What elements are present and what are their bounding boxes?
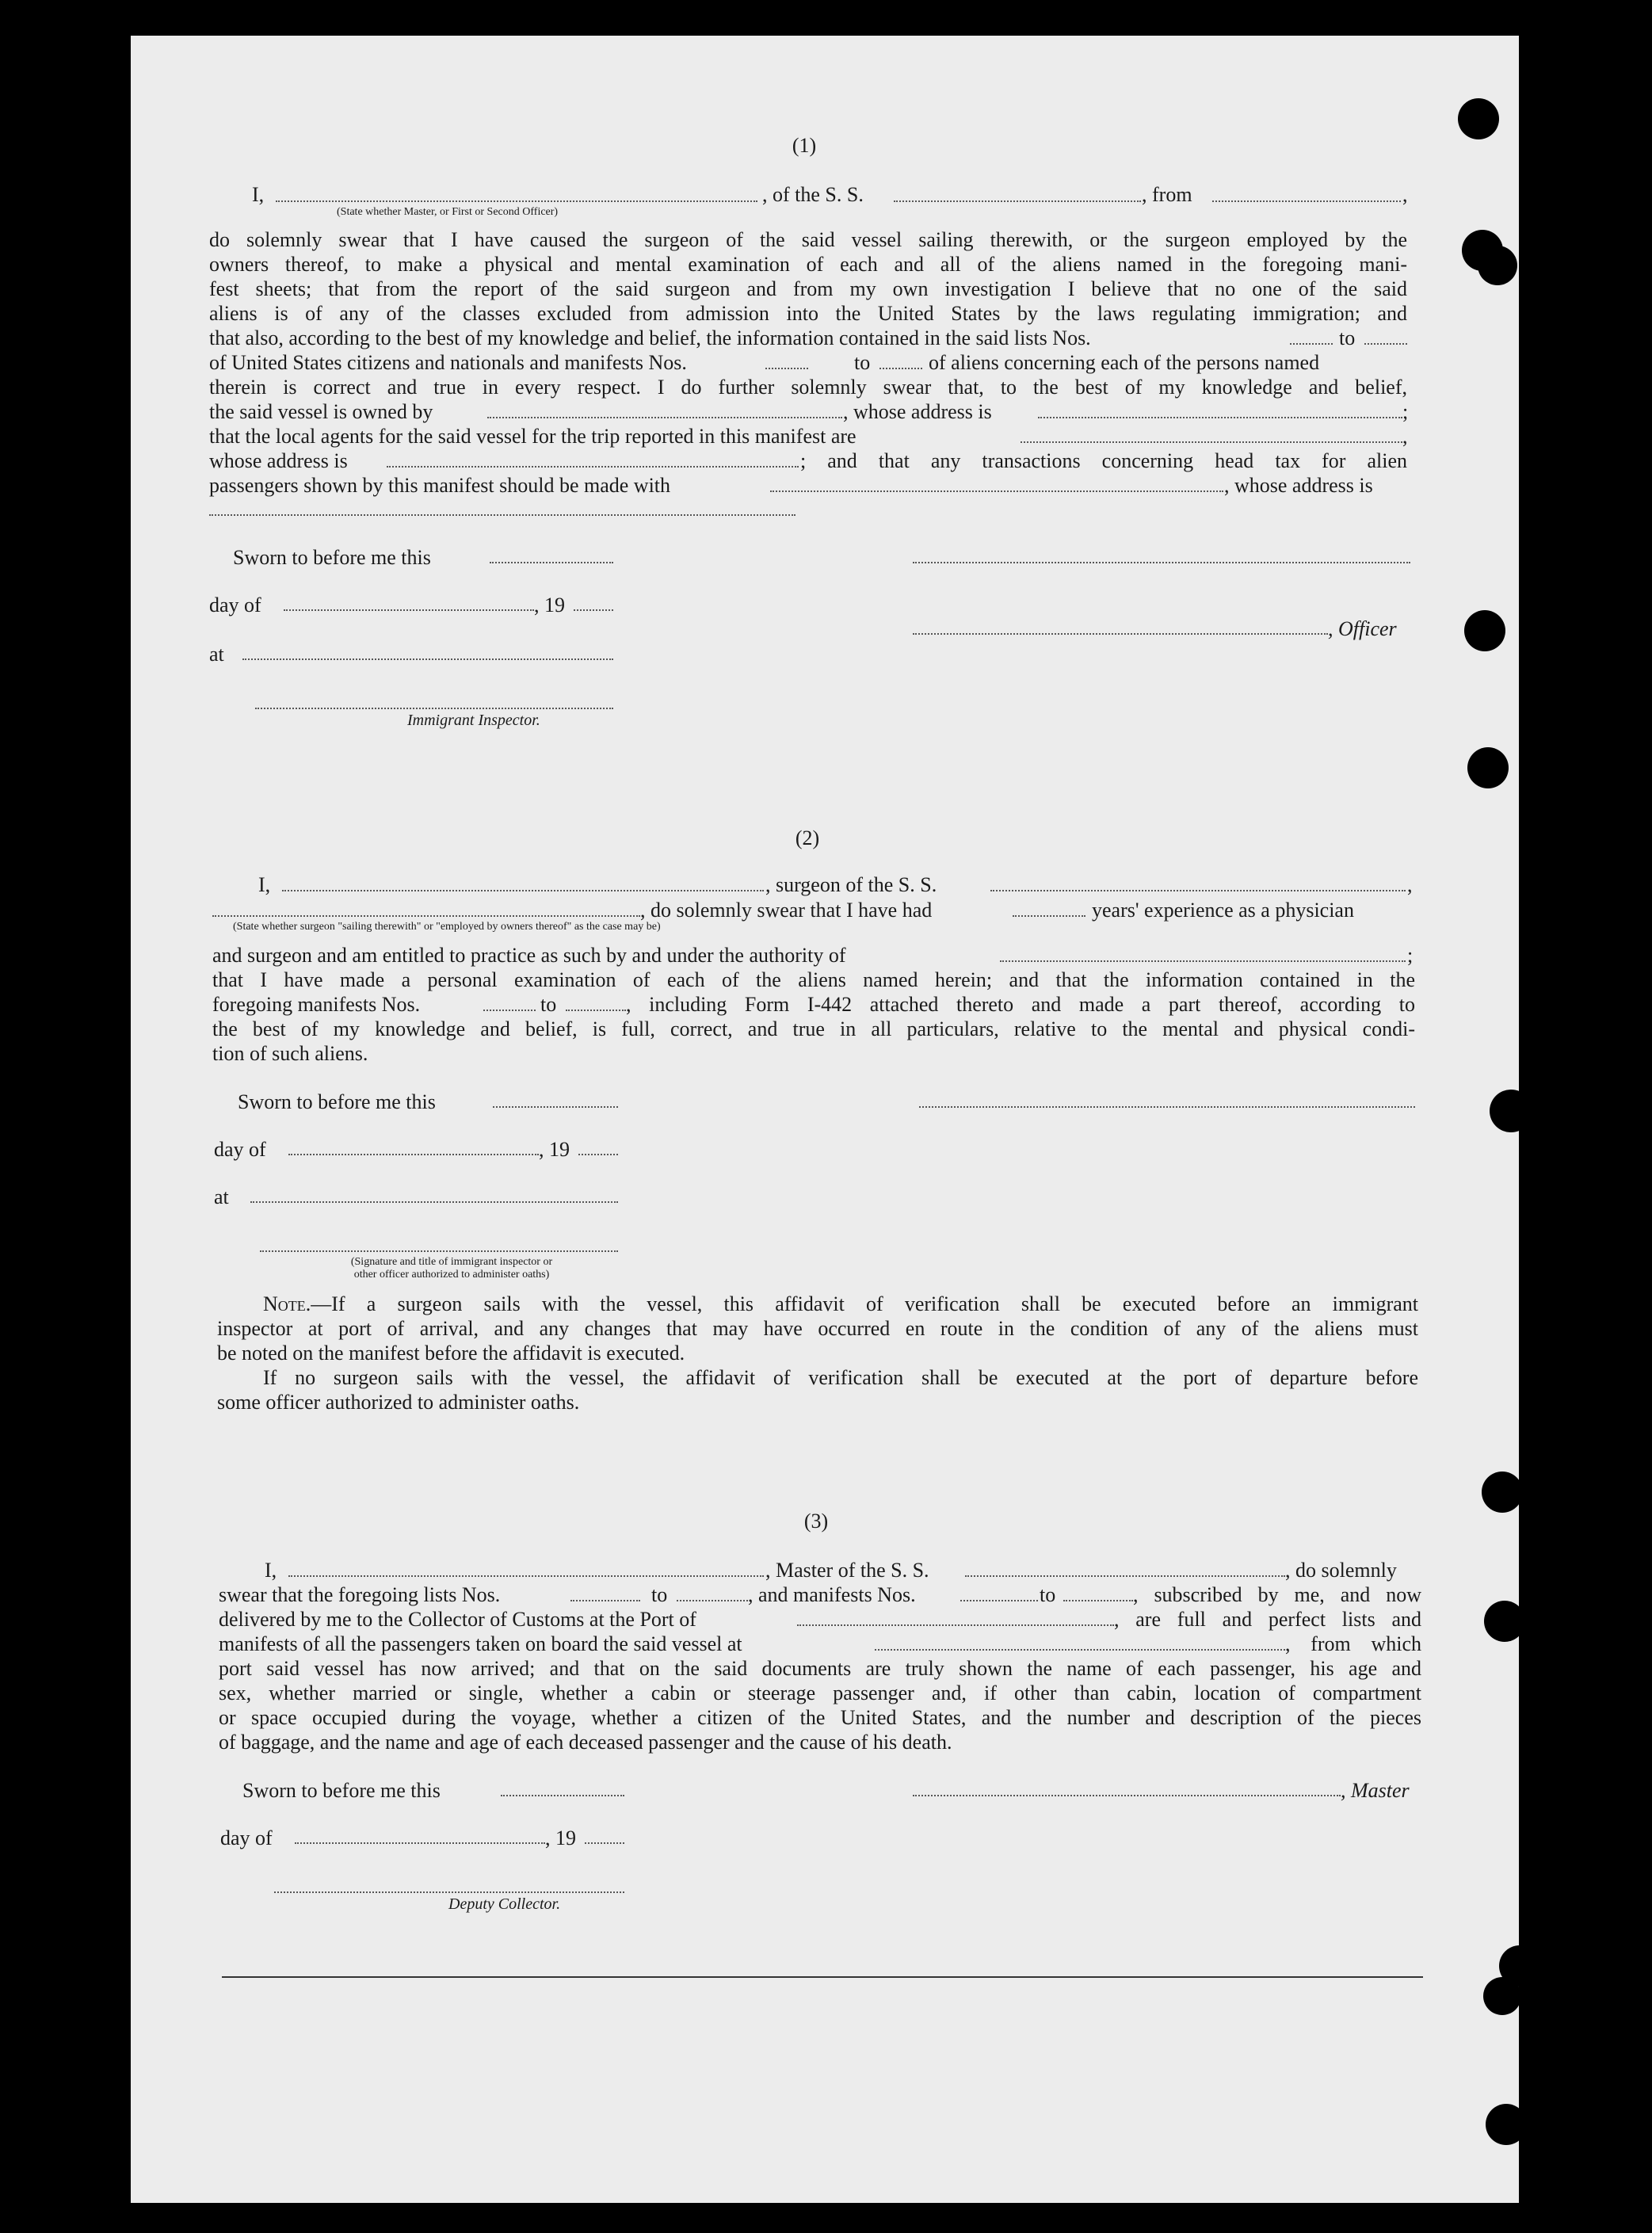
field-surgeon-name[interactable] (282, 889, 764, 891)
field-caption: (State whether Master, or First or Second Officer) (337, 206, 559, 218)
paragraph-line: the best of my knowledge and belief, is full, correct, and true in all particulars, relative to the mental and physical condi- (212, 1017, 1415, 1040)
master-label: , Master (1341, 1779, 1410, 1802)
binder-hole (1458, 98, 1499, 139)
text: Sworn to before me this (242, 1779, 441, 1802)
section-heading: (3) (803, 1510, 829, 1533)
text: , 19 (539, 1138, 570, 1161)
text: , and manifests Nos. (748, 1583, 916, 1606)
paragraph-line: that I have made a personal examination of each of the aliens named herein; and that the information contained in the (212, 968, 1415, 991)
field-ship-name[interactable] (990, 889, 1406, 891)
text: , (1407, 873, 1413, 896)
text: to (854, 351, 871, 374)
text: ; and that any transactions concerning head tax for alien (800, 449, 1407, 472)
field-month[interactable] (288, 1153, 539, 1155)
field-head-tax-party[interactable] (770, 490, 1223, 492)
text: , (1402, 183, 1408, 206)
text: , whose address is (1224, 474, 1373, 497)
field-sworn-day[interactable] (501, 1794, 624, 1796)
text: to (651, 1583, 668, 1606)
text: , do solemnly (1285, 1559, 1397, 1582)
field-manifests-to[interactable] (1063, 1599, 1133, 1601)
binder-hole (1483, 1977, 1521, 2015)
text: , (1402, 425, 1408, 448)
field-head-tax-address[interactable] (209, 513, 795, 516)
field-manifests-from[interactable] (483, 1009, 536, 1011)
text: of aliens concerning each of the persons named (929, 351, 1320, 374)
signature-caption: Deputy Collector. (448, 1895, 561, 1913)
binder-hole (1484, 1601, 1525, 1642)
text: , 19 (545, 1826, 576, 1849)
note-label: Note. (263, 1292, 311, 1315)
paragraph-line: tion of such aliens. (212, 1042, 368, 1065)
text: , from which (1285, 1632, 1421, 1655)
field-manifests-from[interactable] (765, 367, 808, 369)
field-from-port[interactable] (1212, 200, 1401, 202)
text: , from (1142, 183, 1192, 206)
note-line: some officer authorized to administer oaths. (217, 1391, 580, 1414)
field-agents-address[interactable] (387, 465, 799, 468)
section-heading: (2) (795, 826, 820, 849)
note-text: —If a surgeon sails with the vessel, this affidavit of verification shall be executed before an immigrant (311, 1292, 1418, 1315)
text: at (214, 1185, 229, 1208)
field-boarding-port[interactable] (875, 1648, 1285, 1651)
note-line: If no surgeon sails with the vessel, the affidavit of verification shall be executed at the port of departure before (263, 1366, 1418, 1389)
text: manifests of all the passengers taken on board the said vessel at (219, 1632, 742, 1655)
text: I, (258, 873, 271, 896)
text: day of (214, 1138, 266, 1161)
field-place[interactable] (242, 658, 613, 660)
bottom-rule (222, 1975, 1423, 1978)
text: , Master of the S. S. (765, 1559, 929, 1582)
field-years-experience[interactable] (1013, 914, 1085, 917)
field-master-name[interactable] (288, 1575, 764, 1577)
binder-hole (1486, 2104, 1527, 2145)
field-officer-rank[interactable] (276, 200, 757, 202)
text: , subscribed by me, and now (1133, 1583, 1421, 1606)
field-inspector-signature[interactable] (260, 1250, 618, 1252)
text: ; (1407, 944, 1414, 967)
text: , of the S. S. (762, 183, 864, 206)
field-lists-to[interactable] (1364, 342, 1407, 345)
note-line: inspector at port of arrival, and any changes that may have occurred en route in the condition of any of the aliens must (217, 1317, 1418, 1340)
text: the said vessel is owned by (209, 400, 433, 423)
binder-hole (1467, 747, 1509, 788)
text: to (540, 993, 557, 1016)
binder-hole (1478, 246, 1517, 285)
text: that the local agents for the said vessel for the trip reported in this manifest are (209, 425, 857, 448)
field-owner-address[interactable] (1038, 416, 1402, 418)
field-owner[interactable] (487, 416, 842, 418)
text: , whose address is (843, 400, 992, 423)
text: and surgeon and am entitled to practice as such by and under the authority of (212, 944, 846, 967)
officer-label: , Officer (1328, 617, 1397, 640)
field-manifests-to[interactable] (566, 1009, 626, 1011)
field-officer-signature[interactable] (913, 561, 1410, 563)
text: Sworn to before me this (233, 546, 431, 569)
text: foregoing manifests Nos. (212, 993, 421, 1016)
field-manifests-from[interactable] (960, 1599, 1038, 1601)
field-inspector-signature[interactable] (255, 707, 613, 709)
paragraph-line: sex, whether married or single, whether a cabin or steerage passenger and, if other than cabin, location of compartment (219, 1681, 1421, 1704)
paragraph-line: owners thereof, to make a physical and mental examination of each and all of the aliens named in the foregoing mani- (209, 253, 1407, 276)
paragraph-line: of baggage, and the name and age of each deceased passenger and the cause of his death. (219, 1731, 952, 1754)
field-local-agents[interactable] (1021, 441, 1402, 443)
text: at (209, 643, 224, 666)
field-authority[interactable] (1000, 960, 1406, 962)
note-line: be noted on the manifest before the affidavit is executed. (217, 1342, 685, 1365)
text: Sworn to before me this (238, 1090, 436, 1113)
field-master-signature[interactable] (913, 1794, 1341, 1796)
binder-hole (1482, 1471, 1523, 1513)
text: I, (265, 1559, 277, 1582)
field-lists-to[interactable] (677, 1599, 748, 1601)
text: , 19 (534, 594, 565, 616)
text: ; (1402, 400, 1409, 423)
field-surgeon-status[interactable] (212, 914, 640, 917)
field-month[interactable] (295, 1842, 545, 1844)
field-year[interactable] (578, 1153, 618, 1155)
text: of United States citizens and nationals and manifests Nos. (209, 351, 687, 374)
field-month[interactable] (284, 609, 534, 611)
field-signature[interactable] (919, 1105, 1415, 1108)
text: that also, according to the best of my knowledge and belief, the information contained in the said lists Nos. (209, 326, 1091, 349)
section-heading: (1) (792, 134, 817, 157)
field-lists-from[interactable] (570, 1599, 640, 1601)
paragraph-line: port said vessel has now arrived; and that on the said documents are truly shown the name of each passenger, his age and (219, 1657, 1421, 1680)
field-sworn-day[interactable] (493, 1105, 618, 1108)
field-port[interactable] (797, 1624, 1114, 1626)
text: , do solemnly swear that I have had (640, 899, 933, 922)
field-collector-signature[interactable] (274, 1891, 624, 1893)
text: to (1040, 1583, 1056, 1606)
text: whose address is (209, 449, 348, 472)
paragraph-line: or space occupied during the voyage, whether a citizen of the United States, and the number and description of the pieces (219, 1706, 1421, 1729)
paragraph-line: therein is correct and true in every respect. I do further solemnly swear that, to the best of my knowledge and belief, (209, 376, 1407, 399)
field-sworn-day[interactable] (490, 561, 613, 563)
text: to (1339, 326, 1356, 349)
field-year[interactable] (574, 609, 613, 611)
text: swear that the foregoing lists Nos. (219, 1583, 501, 1606)
field-ship-name[interactable] (894, 200, 1141, 202)
binder-hole (1490, 1090, 1532, 1132)
text: I, (252, 183, 265, 206)
signature-caption: Immigrant Inspector. (407, 712, 540, 729)
signature-caption: other officer authorized to administer oaths) (353, 1269, 550, 1281)
text: , surgeon of the S. S. (765, 873, 937, 896)
field-lists-from[interactable] (1290, 342, 1333, 345)
field-officer-name[interactable] (913, 632, 1328, 635)
text: delivered by me to the Collector of Customs at the Port of (219, 1608, 696, 1631)
field-place[interactable] (250, 1200, 618, 1203)
field-caption: (State whether surgeon "sailing therewith" or "employed by owners thereof" as the case may be) (233, 921, 661, 933)
binder-hole (1464, 610, 1505, 651)
paragraph-line: aliens is of any of the classes excluded from admission into the United States by the laws regulating immigration; and (209, 302, 1407, 325)
paragraph-line: fest sheets; that from the report of the said surgeon and from my own investigation I believe that no one of the said (209, 277, 1407, 300)
paragraph-line: do solemnly swear that I have caused the surgeon of the said vessel sailing therewith, or the surgeon employed by the (209, 228, 1407, 251)
text: day of (209, 594, 261, 616)
note-line (263, 1292, 1418, 1316)
text: , are full and perfect lists and (1114, 1608, 1421, 1631)
field-ship-name[interactable] (965, 1575, 1285, 1577)
text: passengers shown by this manifest should be made with (209, 474, 671, 497)
text: day of (220, 1826, 273, 1849)
text: years' experience as a physician (1092, 899, 1354, 922)
field-year[interactable] (585, 1842, 624, 1844)
signature-caption: (Signature and title of immigrant inspector or (350, 1256, 553, 1268)
field-manifests-to[interactable] (879, 367, 922, 369)
text: , including Form I-442 attached thereto and made a part thereof, according to (626, 993, 1415, 1016)
